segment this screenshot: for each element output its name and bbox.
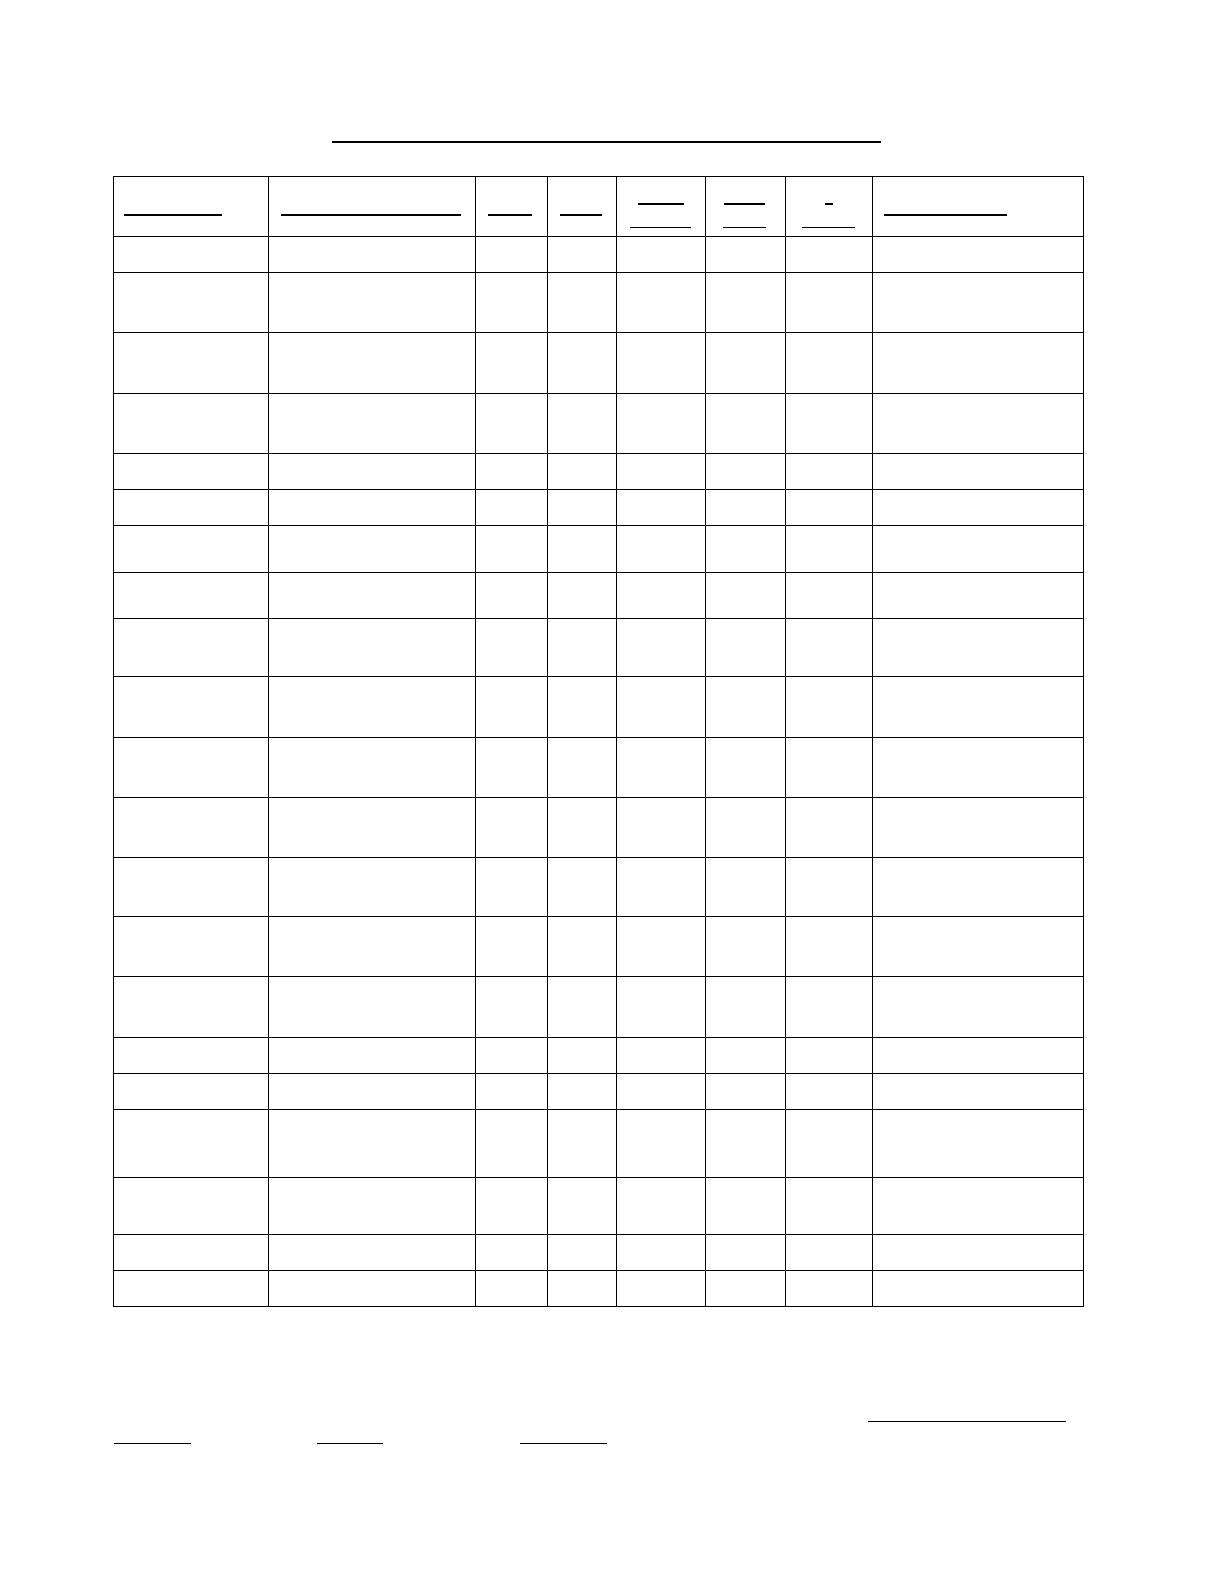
table-cell[interactable]: [617, 619, 706, 677]
table-row: [114, 526, 1084, 573]
table-cell[interactable]: [873, 858, 1084, 917]
table-cell[interactable]: [114, 526, 269, 573]
table-cell[interactable]: [114, 1074, 269, 1110]
header-cell-4: [548, 177, 617, 237]
table-cell[interactable]: [786, 858, 873, 917]
table-cell[interactable]: [548, 798, 617, 858]
table-cell[interactable]: [617, 1235, 706, 1271]
header-cell-5: [617, 177, 706, 237]
table-cell[interactable]: [873, 1271, 1084, 1307]
table-cell[interactable]: [617, 573, 706, 619]
table-cell[interactable]: [476, 1271, 548, 1307]
table-cell[interactable]: [269, 1110, 476, 1178]
table-cell[interactable]: [269, 394, 476, 454]
table-cell[interactable]: [269, 454, 476, 490]
table-cell[interactable]: [476, 917, 548, 977]
table-cell[interactable]: [617, 917, 706, 977]
table-cell[interactable]: [706, 1074, 786, 1110]
table-cell[interactable]: [617, 273, 706, 333]
table-cell[interactable]: [476, 573, 548, 619]
table-cell[interactable]: [114, 1110, 269, 1178]
table-cell[interactable]: [873, 1110, 1084, 1178]
table-cell[interactable]: [548, 1235, 617, 1271]
table-cell[interactable]: [476, 1110, 548, 1178]
table-cell[interactable]: [617, 237, 706, 273]
header-row: [114, 177, 1084, 237]
table-cell[interactable]: [114, 454, 269, 490]
table-cell[interactable]: [786, 1235, 873, 1271]
table-cell[interactable]: [114, 237, 269, 273]
table-cell[interactable]: [786, 977, 873, 1038]
table-row: [114, 738, 1084, 798]
table-cell[interactable]: [706, 1178, 786, 1235]
table-cell[interactable]: [476, 1074, 548, 1110]
table-cell[interactable]: [873, 526, 1084, 573]
table-cell[interactable]: [476, 490, 548, 526]
title-underline: [332, 141, 881, 143]
table-row: [114, 977, 1084, 1038]
table-cell[interactable]: [786, 394, 873, 454]
table-cell[interactable]: [617, 394, 706, 454]
table-cell[interactable]: [269, 1271, 476, 1307]
table-cell[interactable]: [548, 333, 617, 394]
table-cell[interactable]: [269, 273, 476, 333]
table-row: [114, 1074, 1084, 1110]
table-cell[interactable]: [269, 490, 476, 526]
table-cell[interactable]: [114, 490, 269, 526]
table-cell[interactable]: [617, 798, 706, 858]
table-cell[interactable]: [548, 573, 617, 619]
table-cell[interactable]: [548, 1110, 617, 1178]
header-cell-7: [786, 177, 873, 237]
table-cell[interactable]: [873, 573, 1084, 619]
table-cell[interactable]: [786, 454, 873, 490]
table-cell[interactable]: [548, 917, 617, 977]
table-cell[interactable]: [706, 573, 786, 619]
table-cell[interactable]: [617, 1178, 706, 1235]
table-cell[interactable]: [114, 573, 269, 619]
table-row: [114, 677, 1084, 738]
table-cell[interactable]: [786, 526, 873, 573]
table-row: [114, 1110, 1084, 1178]
table-cell[interactable]: [706, 858, 786, 917]
table-cell[interactable]: [617, 333, 706, 394]
footer-signature-line[interactable]: [868, 1421, 1066, 1422]
table-cell[interactable]: [617, 858, 706, 917]
table-cell[interactable]: [786, 573, 873, 619]
table-cell[interactable]: [269, 858, 476, 917]
table-cell[interactable]: [786, 619, 873, 677]
table-cell[interactable]: [114, 1271, 269, 1307]
table-cell[interactable]: [706, 1110, 786, 1178]
table-cell[interactable]: [114, 333, 269, 394]
table-row: [114, 1178, 1084, 1235]
table-cell[interactable]: [873, 1074, 1084, 1110]
table-cell[interactable]: [706, 333, 786, 394]
header-cell-1: [114, 177, 269, 237]
table-cell[interactable]: [548, 454, 617, 490]
table-row: [114, 858, 1084, 917]
table-cell[interactable]: [476, 454, 548, 490]
table-cell[interactable]: [873, 677, 1084, 738]
table-row: [114, 237, 1084, 273]
table-cell[interactable]: [548, 1038, 617, 1074]
table-cell[interactable]: [873, 454, 1084, 490]
table-cell[interactable]: [476, 738, 548, 798]
footer-field-2-line[interactable]: [317, 1443, 383, 1444]
table-cell[interactable]: [269, 677, 476, 738]
table-cell[interactable]: [873, 394, 1084, 454]
table-cell[interactable]: [617, 977, 706, 1038]
table-cell[interactable]: [476, 333, 548, 394]
table-cell[interactable]: [548, 1074, 617, 1110]
table-cell[interactable]: [873, 237, 1084, 273]
table-cell[interactable]: [548, 394, 617, 454]
table-cell[interactable]: [269, 1074, 476, 1110]
table-cell[interactable]: [269, 1235, 476, 1271]
table-row: [114, 1038, 1084, 1074]
table-cell[interactable]: [114, 917, 269, 977]
table-cell[interactable]: [476, 237, 548, 273]
table-row: [114, 333, 1084, 394]
table-cell[interactable]: [476, 677, 548, 738]
table-cell[interactable]: [706, 273, 786, 333]
table-cell[interactable]: [873, 1235, 1084, 1271]
table-cell[interactable]: [786, 1038, 873, 1074]
table-cell[interactable]: [617, 1110, 706, 1178]
table-cell[interactable]: [786, 798, 873, 858]
table-row: [114, 573, 1084, 619]
table-cell[interactable]: [873, 490, 1084, 526]
table-row: [114, 1271, 1084, 1307]
table-cell[interactable]: [706, 619, 786, 677]
table-cell[interactable]: [617, 1271, 706, 1307]
table-cell[interactable]: [617, 738, 706, 798]
footer-field-3-line[interactable]: [520, 1443, 607, 1444]
table-cell[interactable]: [617, 1038, 706, 1074]
table-cell[interactable]: [269, 333, 476, 394]
table-cell[interactable]: [548, 237, 617, 273]
table-cell[interactable]: [786, 1110, 873, 1178]
header-cell-3: [476, 177, 548, 237]
table-body: [114, 237, 1084, 1307]
table-cell[interactable]: [476, 798, 548, 858]
header-cell-8: [873, 177, 1084, 237]
table-cell[interactable]: [706, 977, 786, 1038]
table-cell[interactable]: [617, 1074, 706, 1110]
table-cell[interactable]: [706, 677, 786, 738]
table-cell[interactable]: [114, 1038, 269, 1074]
table-cell[interactable]: [706, 1271, 786, 1307]
table-row: [114, 394, 1084, 454]
table-cell[interactable]: [476, 619, 548, 677]
table-cell[interactable]: [476, 1038, 548, 1074]
table-cell[interactable]: [548, 526, 617, 573]
table-cell[interactable]: [269, 526, 476, 573]
table-cell[interactable]: [476, 1178, 548, 1235]
table-cell[interactable]: [786, 1178, 873, 1235]
table-cell[interactable]: [706, 798, 786, 858]
table-cell[interactable]: [269, 573, 476, 619]
table-cell[interactable]: [548, 1178, 617, 1235]
table-cell[interactable]: [476, 394, 548, 454]
table-cell[interactable]: [269, 798, 476, 858]
table-cell[interactable]: [476, 1235, 548, 1271]
table-cell[interactable]: [786, 273, 873, 333]
table-cell[interactable]: [114, 394, 269, 454]
table-cell[interactable]: [114, 677, 269, 738]
table-row: [114, 619, 1084, 677]
table-cell[interactable]: [114, 273, 269, 333]
table-cell[interactable]: [476, 858, 548, 917]
table-cell[interactable]: [706, 917, 786, 977]
table-cell[interactable]: [786, 237, 873, 273]
table-cell[interactable]: [269, 237, 476, 273]
table-cell[interactable]: [548, 858, 617, 917]
table-cell[interactable]: [548, 677, 617, 738]
table-row: [114, 273, 1084, 333]
table-cell[interactable]: [476, 526, 548, 573]
table-cell[interactable]: [706, 394, 786, 454]
table-cell[interactable]: [114, 738, 269, 798]
table-cell[interactable]: [617, 454, 706, 490]
table-cell[interactable]: [548, 619, 617, 677]
table-cell[interactable]: [786, 1074, 873, 1110]
table-cell[interactable]: [548, 490, 617, 526]
table-cell[interactable]: [873, 977, 1084, 1038]
table-cell[interactable]: [786, 1271, 873, 1307]
table-cell[interactable]: [617, 677, 706, 738]
table-cell[interactable]: [786, 490, 873, 526]
table-cell[interactable]: [873, 1038, 1084, 1074]
table-cell[interactable]: [706, 1038, 786, 1074]
header-cell-2: [269, 177, 476, 237]
header-cell-6: [706, 177, 786, 237]
table-cell[interactable]: [786, 333, 873, 394]
footer-field-1-line[interactable]: [114, 1443, 191, 1444]
form-table: [113, 176, 1084, 1307]
table-cell[interactable]: [269, 1178, 476, 1235]
table-cell[interactable]: [706, 490, 786, 526]
table-cell[interactable]: [786, 677, 873, 738]
table-cell[interactable]: [548, 738, 617, 798]
table-cell[interactable]: [786, 738, 873, 798]
table-cell[interactable]: [548, 1271, 617, 1307]
table-cell[interactable]: [476, 273, 548, 333]
table-cell[interactable]: [269, 917, 476, 977]
table-row: [114, 917, 1084, 977]
table-cell[interactable]: [269, 977, 476, 1038]
table-cell[interactable]: [114, 977, 269, 1038]
table-cell[interactable]: [617, 526, 706, 573]
table-cell[interactable]: [706, 738, 786, 798]
table-cell[interactable]: [873, 619, 1084, 677]
table-cell[interactable]: [706, 454, 786, 490]
table-cell[interactable]: [706, 1235, 786, 1271]
table-cell[interactable]: [873, 1178, 1084, 1235]
table-cell[interactable]: [114, 1235, 269, 1271]
table-row: [114, 490, 1084, 526]
table-cell[interactable]: [269, 738, 476, 798]
table-cell[interactable]: [114, 1178, 269, 1235]
table-cell[interactable]: [786, 917, 873, 977]
table-cell[interactable]: [706, 526, 786, 573]
table-cell[interactable]: [873, 273, 1084, 333]
table-cell[interactable]: [617, 490, 706, 526]
table-cell[interactable]: [873, 798, 1084, 858]
table-cell[interactable]: [873, 738, 1084, 798]
table-row: [114, 798, 1084, 858]
table-cell[interactable]: [114, 619, 269, 677]
table-cell[interactable]: [114, 798, 269, 858]
table-cell[interactable]: [873, 917, 1084, 977]
table-cell[interactable]: [706, 237, 786, 273]
table-row: [114, 1235, 1084, 1271]
table-cell[interactable]: [114, 858, 269, 917]
table-cell[interactable]: [873, 333, 1084, 394]
table-cell[interactable]: [548, 273, 617, 333]
table-cell[interactable]: [548, 977, 617, 1038]
table-cell[interactable]: [476, 977, 548, 1038]
table-cell[interactable]: [269, 619, 476, 677]
table-cell[interactable]: [269, 1038, 476, 1074]
table-row: [114, 454, 1084, 490]
